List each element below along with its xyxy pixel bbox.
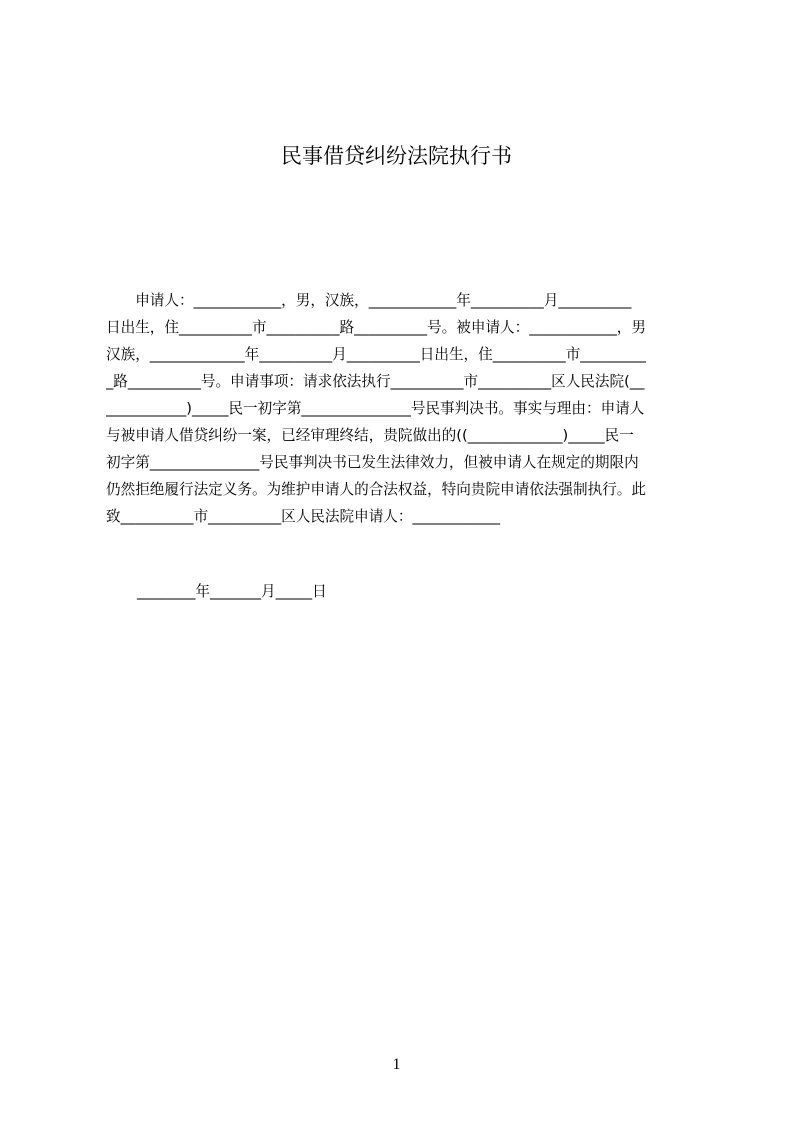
- body-line: 初字第_______________号民事判决书已发生法律效力，但被申请人在规定的期限内: [106, 454, 639, 471]
- body-line: 日出生，住__________市__________路__________号。被申请人：____________，男: [106, 319, 646, 336]
- body-line: _路__________号。申请事项：请求依法执行__________市__________区人民法院(__: [106, 373, 645, 390]
- body-line: 汉族，_____________年__________月__________日出生，住__________市_________: [106, 346, 646, 363]
- page-number: 1: [392, 1056, 401, 1073]
- document-body: [106, 290, 706, 533]
- body-line: 申请人：____________，男，汉族，____________年__________月__________: [106, 292, 632, 309]
- body-line: 致__________市__________区人民法院申请人：____________: [106, 508, 501, 525]
- body-line: 仍然拒绝履行法定义务。为维护申请人的合法权益，特向贵院申请依法强制执行。此: [106, 481, 646, 498]
- body-line: 与被申请人借贷纠纷一案，已经审理终结，贵院做出的((_____________)_____民一: [106, 427, 634, 444]
- date-line: ________年_______月_____日: [137, 583, 327, 600]
- document-title: 民事借贷纠纷法院执行书: [281, 144, 512, 168]
- body-line: ___________)_____民一初字第_______________号民事判决书。事实与理由：申请人: [106, 400, 645, 417]
